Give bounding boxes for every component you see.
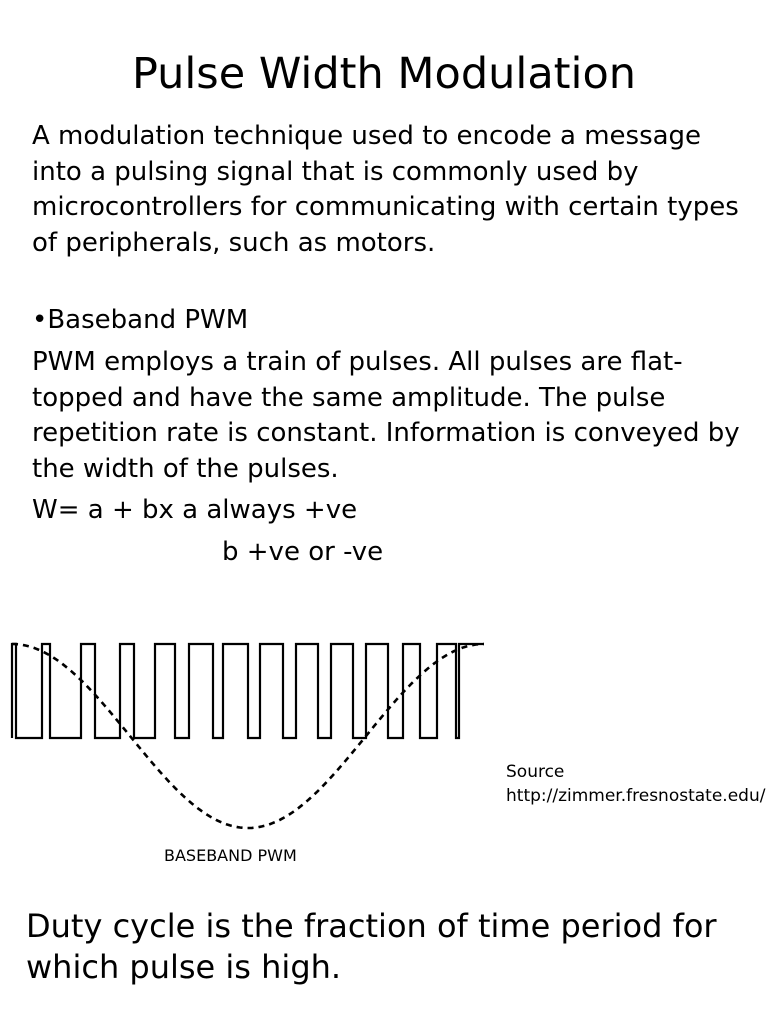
pwm-pulse-train bbox=[12, 644, 484, 738]
bullet-baseband-pwm: •Baseband PWM bbox=[32, 305, 249, 335]
intro-paragraph: A modulation technique used to encode a message into a pulsing signal that is commonly used by microcontrollers for communicating with certain types of peripherals, such as motors. bbox=[32, 121, 739, 258]
formula-line-1: W= a + bx a always +ve bbox=[32, 495, 358, 525]
slide-title: Pulse Width Modulation bbox=[131, 49, 637, 99]
source-label: Source bbox=[506, 762, 565, 782]
figure-caption: BASEBAND PWM bbox=[164, 846, 297, 865]
duty-cycle-text: Duty cycle is the fraction of time period for which pulse is high. bbox=[26, 907, 717, 986]
source-url: http://zimmer.fresnostate.edu/ bbox=[506, 785, 766, 806]
source-note bbox=[506, 761, 766, 808]
pwm-description: PWM employs a train of pulses. All pulses are flat-topped and have the same amplitude. The pulse repetition rate is constant. Information is conveyed by the width of the pulses. bbox=[32, 347, 740, 484]
pwm-waveform-figure bbox=[0, 628, 500, 848]
formula-line-2: b +ve or -ve bbox=[222, 537, 384, 567]
